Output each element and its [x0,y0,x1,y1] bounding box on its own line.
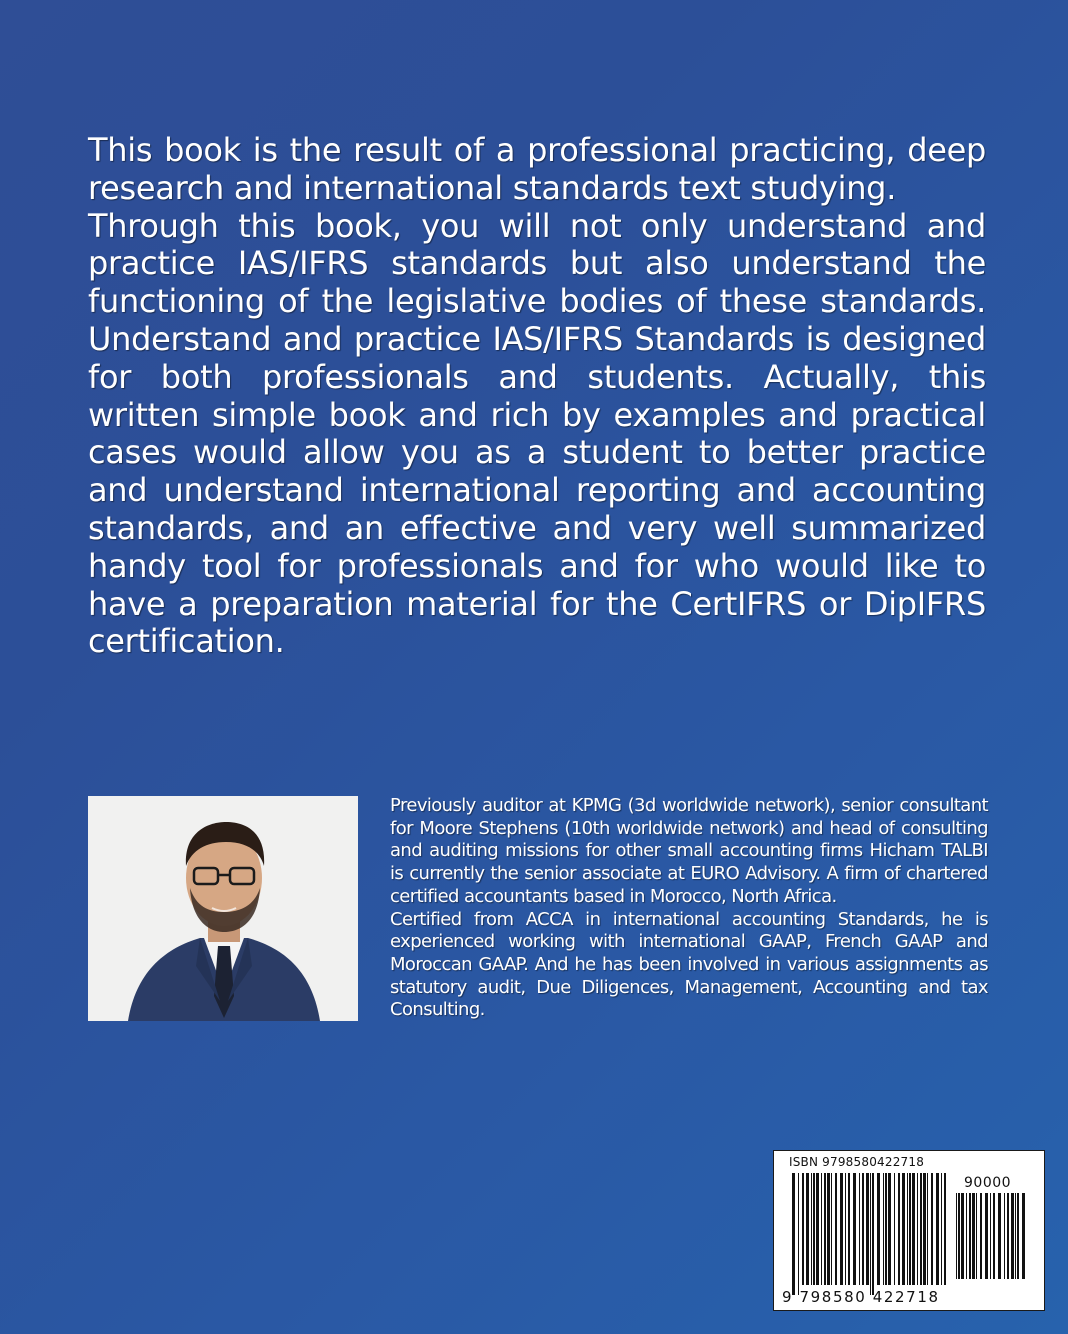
barcode-bar [835,1173,837,1285]
barcode-bar [877,1173,880,1285]
barcode-bar [845,1173,846,1285]
barcode-bar [888,1173,891,1285]
barcode-bar [920,1173,922,1285]
barcode-bar [923,1173,926,1285]
barcode-bar [831,1173,832,1285]
barcode-bar [966,1193,967,1279]
barcode-bar [811,1173,812,1285]
barcode-bar [840,1173,843,1285]
barcode-bar [848,1173,850,1285]
barcode-bar [961,1193,964,1279]
barcode-bar [872,1173,874,1295]
barcode-bar [969,1193,971,1279]
barcode-bar [813,1173,815,1285]
ean-digits: 9 798580 422718 [782,1288,940,1306]
barcode-bar [972,1193,975,1279]
price-code: 90000 [964,1175,1012,1191]
author-bio [390,795,988,1022]
barcode-bar [1011,1193,1014,1279]
barcode-bar [990,1193,991,1279]
barcode-bar [866,1173,869,1285]
book-blurb [88,132,986,661]
barcode-bar [917,1173,918,1285]
barcode-bar [862,1173,864,1285]
barcode-bar [798,1173,799,1295]
barcode-bar [907,1173,908,1285]
barcode-bar [985,1193,988,1279]
barcode-bar [1007,1193,1009,1279]
ean-barcode-bars [792,1173,950,1295]
barcode-bar [821,1173,822,1285]
barcode-bar [806,1173,809,1285]
barcode-bar [816,1173,819,1285]
addon-barcode-bars [956,1193,1028,1289]
barcode-bar [936,1173,939,1285]
barcode-bar [993,1193,995,1279]
barcode-bar [824,1173,826,1285]
blurb-paragraph-1: This book is the result of a professional practicing, deep research and international standards text studying. [88,131,986,207]
barcode-bar [912,1173,915,1285]
barcode-bar [792,1173,795,1295]
bio-paragraph-1: Previously auditor at KPMG (3d worldwide network), senior consultant for Moore Stephens (10th worldwide network) and head of consulting and auditing missions for other small accounting firms Hicham TALBI is currently the senior associate at EURO Advisory. A firm of chartered certified accountants based in Morocco, North Africa. [390,795,988,907]
author-portrait-icon [88,796,358,1021]
barcode-bar [853,1173,856,1285]
barcode-bar [902,1173,905,1285]
barcode-bar [956,1193,957,1279]
barcode-bar [1022,1193,1025,1279]
barcode-bar [1017,1193,1019,1279]
barcode-bar [894,1173,895,1285]
barcode-bar [980,1193,982,1279]
barcode-bar [883,1173,884,1285]
barcode-bar [931,1173,933,1285]
isbn-label: ISBN 9798580422718 [789,1155,925,1169]
barcode-bar [802,1173,804,1285]
barcode-bar [827,1173,830,1285]
barcode-bar [859,1173,860,1285]
barcode-bar [909,1173,911,1285]
barcode-bar [976,1193,977,1279]
barcode-bar [870,1173,871,1295]
barcode-bar [885,1173,887,1285]
barcode-bar [927,1173,928,1285]
barcode-bar [998,1193,1001,1279]
bio-paragraph-2: Certified from ACCA in international accounting Standards, he is experienced working with international GAAP, French GAAP and Moroccan GAAP. And he has been involved in various assignments as statutory audit, Due Diligences, Management, Accounting and tax Consulting. [390,908,988,1021]
blurb-paragraph-2: Through this book, you will not only understand and practice IAS/IFRS standards but also understand the functioning of the legislative bodies of these standards. Understand and practice IAS/IFRS Standards is designed for both professionals and students. Actually, this written simple book and rich by examples and practical cases would allow you as a student to better practice and understand international reporting and accounting standards, and an effective and very well summarized handy tool for professionals and for who would like to have a preparation material for the CertIFRS or DipIFRS certification. [88,206,986,661]
barcode-bar [941,1173,942,1285]
barcode-bar [944,1173,946,1285]
barcode-bar [1015,1193,1016,1279]
barcode-bar [958,1193,960,1279]
barcode-bar [1004,1193,1005,1279]
author-photo [88,796,358,1021]
isbn-barcode [773,1150,1045,1311]
barcode-bar [898,1173,900,1285]
